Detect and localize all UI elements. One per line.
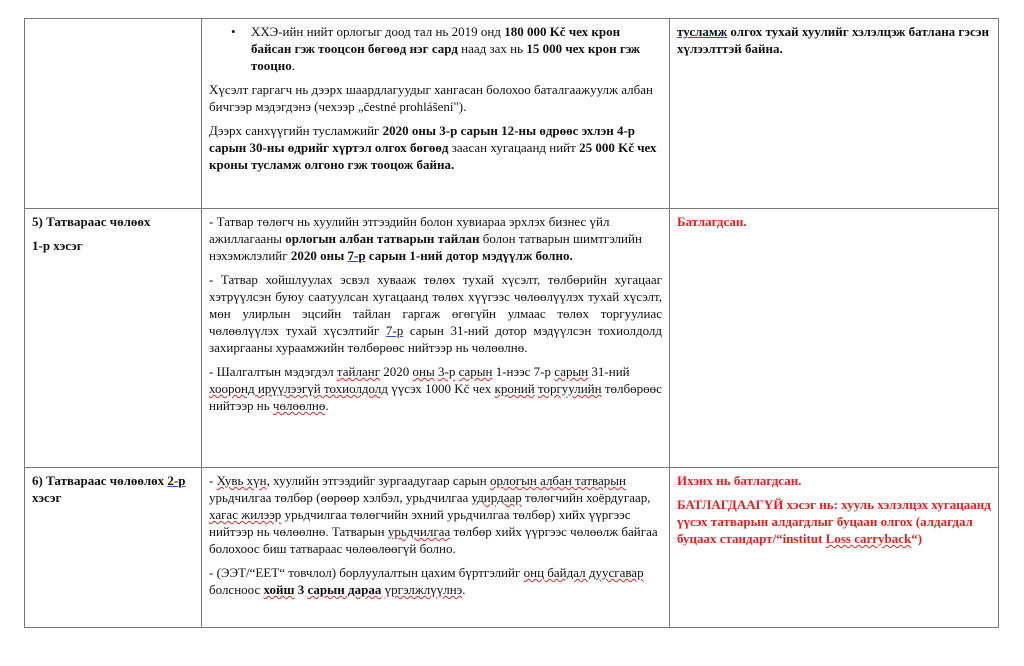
content-cell	[202, 209, 670, 468]
row-label-cell: 5) Татвараас чөлөөх 1-р хэсэг	[25, 209, 202, 468]
content-cell	[202, 19, 670, 209]
status-note: БАТЛАГДААГҮЙ хэсэг нь: хууль хэлэлцэх хугацаанд үүсэх татварын алдагдлыг буцаан олгох (алдагдал буцаах стандарт/“institut Loss carryback“)	[677, 497, 991, 546]
document-table	[24, 18, 999, 628]
bullet-icon: •	[231, 24, 236, 39]
paragraph: - Татвар төлөгч нь хуулийн этгээдийн болон хувиараа эрхлэх бизнес үйл ажиллагааны орлогын албан татварын тайлан болон татварын шимтгэлийн нэхэмжлэлийг 2020 оны 7-р сарын 1-ний дотор мэдүүлж болно.	[209, 214, 642, 263]
table-row	[25, 209, 999, 468]
paragraph: Дээрх санхүүгийн тусламжийг 2020 оны 3-р сарын 12-ны өдрөөс эхлэн 4-р сарын 30-ны өдрийг хүртэл олгох бөгөөд заасан хугацаанд нийт 25 000 Kč чех кроны тусламж олгоно гэж тооцож байна.	[209, 123, 657, 172]
row-label-cell: 6) Татвараас чөлөөлөх 2-р хэсэг	[25, 468, 202, 628]
status-badge: Ихэнх нь батлагдсан.	[677, 473, 802, 488]
status-cell	[670, 209, 999, 468]
table-row	[25, 19, 999, 209]
status-cell	[670, 468, 999, 628]
content-cell	[202, 468, 670, 628]
list-item: • ХХЭ-ийн нийт орлогыг доод тал нь 2019 онд 180 000 Kč чех крон байсан гэж тооцсон бөгөөд нэг сард наад зах нь 15 000 чех крон гэж тооцно.	[231, 24, 641, 73]
paragraph: - Хувь хүн, хуулийн этгээдийг зургаадугаар сарын орлогын албан татварын урьдчилгаа төлбөр (өөрөөр хэлбэл, урьдчилгаа удирдаар төлөгчийн хоёрдугаар, хагас жилээр урьдчилгаа төлөгчийн эхний урьдчилгаа төлбөр) хийх үүргээс нийтээр нь чөлөөлнө. Татварын урьдчилгаа төлбөр хийх үүргээс чөлөөлж байгаа болохоос биш татвараас чөлөөлөөгүй болно.	[209, 473, 658, 556]
bullet-list	[209, 23, 662, 74]
status-cell: тусламж олгох тухай хуулийг хэлэлцэж батлана гэсэн хүлээлттэй байна.	[670, 19, 999, 209]
paragraph: Хүсэлт гаргагч нь дээрх шаардлагуудыг хангасан болохоо баталгаажуулж албан бичгээр мэдэгдэнэ (чехээр „čestné prohlášení").	[209, 82, 653, 114]
paragraph: - Татвар хойшлуулах эсвэл хувааж төлөх тухай хүсэлт, төлбөрийн хугацааг хэтрүүлсэн буюу саатуулсан хугацаанд төлөх хүүгээс чөлөөлүүлэх тухай хүсэлт, мөн улирлын эцсийн тайлан гаргаж өгөгүйн улмаас төлөх торгуулиас чөлөөлүүлэх тухай хүсэлтийг 7-р сарын 31-ний дотор мэдүүлсэн тохиолдолд захиргааны хураамжийн төлбөрөөс нийтээр нь чөлөөлнө.	[209, 272, 662, 355]
table-row	[25, 468, 999, 628]
paragraph: - (ЭЭТ/“EET“ товчлол) борлуулалтын цахим бүртгэлийг онц байдал дуусгавар болсноос хойш 3 сарын дараа үргэлжлүүлнэ.	[209, 565, 644, 597]
status-badge: Батлагдсан.	[677, 214, 747, 229]
paragraph: - Шалгалтын мэдэгдэл тайланг 2020 оны 3-р сарын 1-нээс 7-р сарын 31-ний хооронд ирүүлээгүй тохиолдолд үүсэх 1000 Kč чех кроний торгуулийн төлбөрөөс нийтээр нь чөлөөлнө.	[209, 364, 662, 413]
row-label-cell	[25, 19, 202, 209]
